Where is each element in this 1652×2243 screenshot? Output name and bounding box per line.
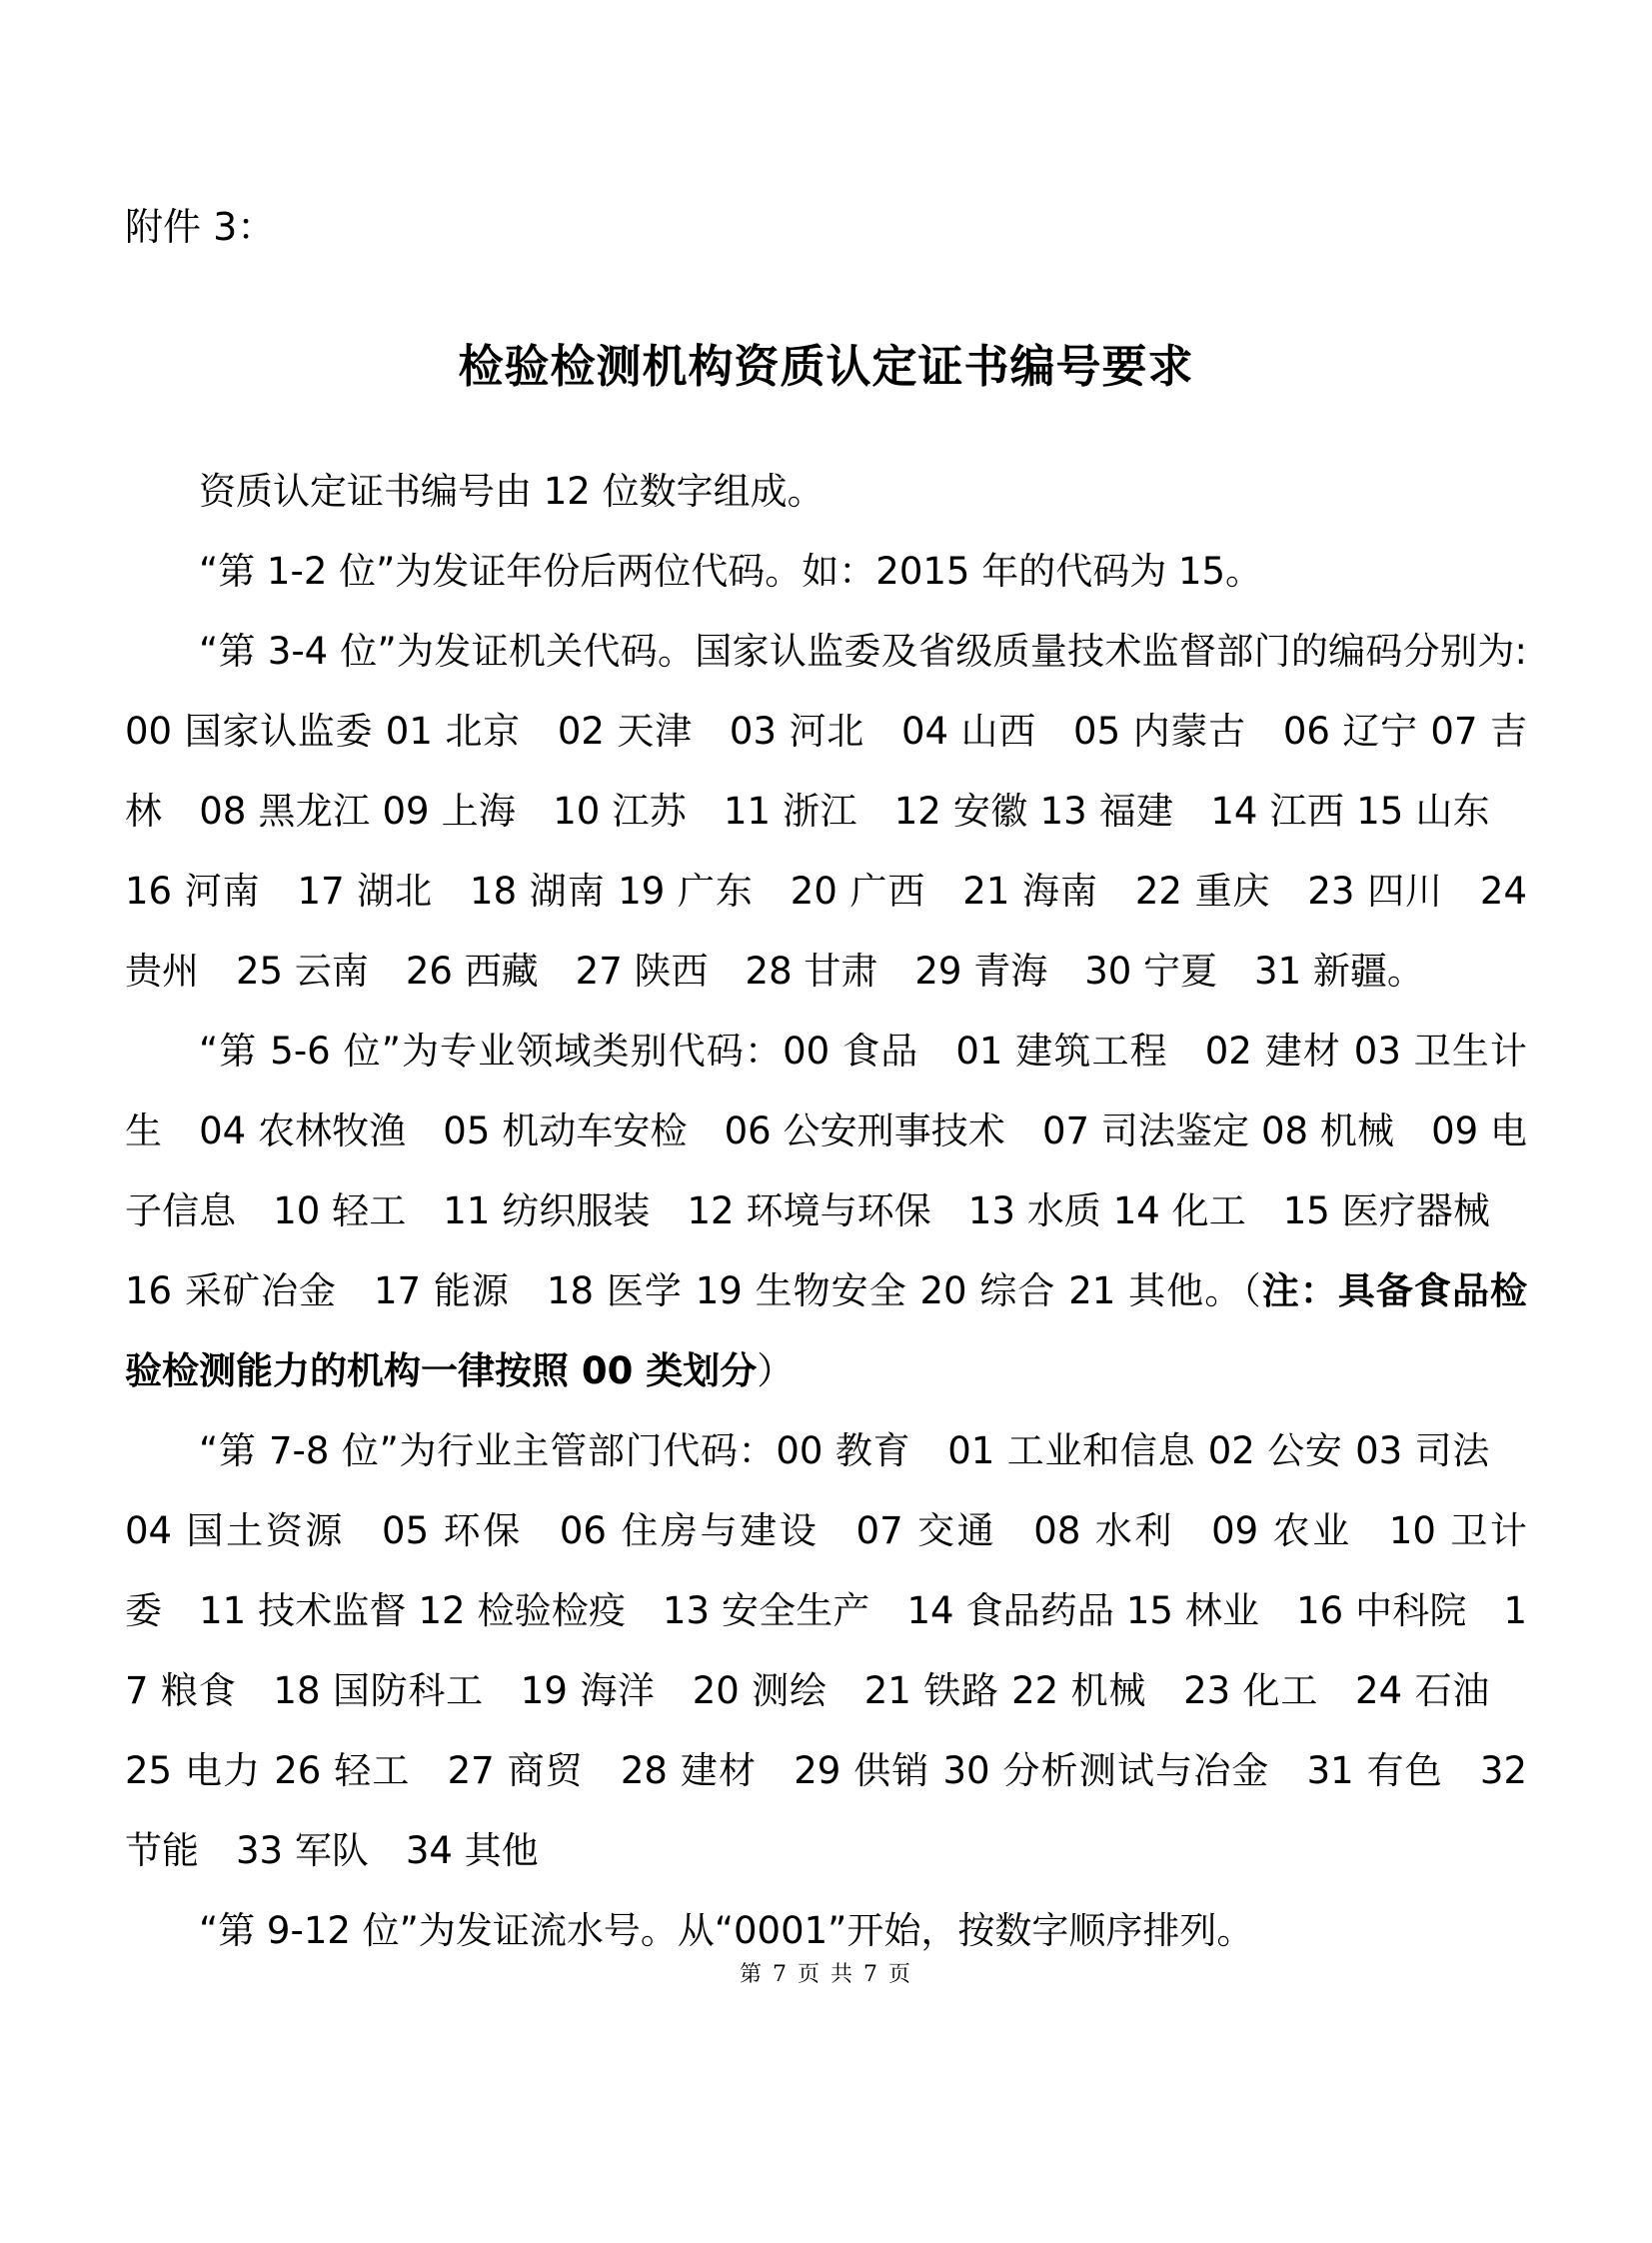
page-number: 第 7 页 共 7 页 [740,1962,912,1987]
note-bold-text: 注：具备食品检验检测能力的机构一律按照 00 类划分 [125,1269,1528,1392]
paragraph-digits-3-4: “第 3-4 位”为发证机关代码。国家认监委及省级质量技术监督部门的编码分别为:00 国家认监委 01 北京 02 天津 03 河北 04 山西 05 内蒙古 06 辽宁 07 吉林 08 黑龙江 09 上海 10 江苏 11 浙江 12 安徽 13 福建 14 江西 15 山东 16 河南 17 湖北 18 湖南 19 广东 20 广西 21 海南 22 重庆 23 四川 24 贵州 25 云南 26 西藏 27 陕西 28 甘肃 29 青海 30 宁夏 31 新疆。 [125,630,1539,993]
paragraph-intro: 资质认定证书编号由 12 位数字组成。 [199,470,825,513]
paragraph-digits-7-8: “第 7-8 位”为行业主管部门代码：00 教育 01 工业和信息 02 公安 03 司法 04 国土资源 05 环保 06 住房与建设 07 交通 08 水利 09 农业 10 卫计委 11 技术监督 12 检验检疫 13 安全生产 14 食品药品 15 林业 16 中科院 17 粮食 18 国防科工 19 海洋 20 测绘 21 铁路 22 机械 23 化工 24 石油 25 电力 26 轻工 27 商贸 28 建材 29 供销 30 分析测试与冶金 31 有色 32 节能 33 军队 34 其他 [125,1429,1539,1872]
paragraph-digits-1-2: “第 1-2 位”为发证年份后两位代码。如：2015 年的代码为 15。 [199,550,1263,593]
document-body [125,452,1539,1971]
document-title: 检验检测机构资质认定证书编号要求 [458,340,1194,393]
paragraph-digits-9-12: “第 9-12 位”为发证流水号。从“0001”开始，按数字顺序排列。 [199,1909,1254,1952]
note-close-paren: ） [757,1349,795,1392]
note-open-paren: （ [1242,1269,1262,1312]
digits-5-6-text: “第 5-6 位”为专业领域类别代码：00 食品 01 建筑工程 02 建材 03 卫生计生 04 农林牧渔 05 机动车安检 06 公安刑事技术 07 司法鉴定 08 机械 09 电子信息 10 轻工 11 纺织服装 12 环境与环保 13 水质 14 化工 15 医疗器械 16 采矿冶金 17 能源 18 医学 19 生物安全 20 综合 21 其他。 [125,1030,1527,1312]
attachment-label: 附件 3： [125,205,276,249]
paragraph-digits-5-6 [125,1012,1527,1411]
